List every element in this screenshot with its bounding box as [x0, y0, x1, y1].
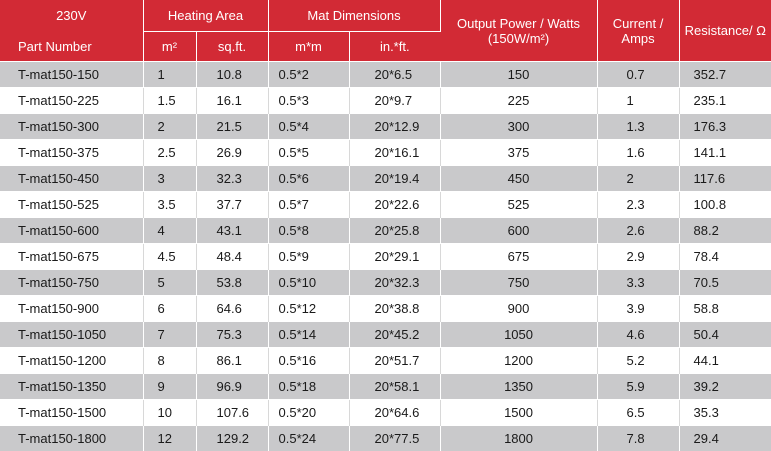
- part-number-cell: T-mat150-375: [0, 140, 143, 166]
- resistance-ohm-cell: 88.2: [679, 218, 771, 244]
- dimension-inft-cell: 20*29.1: [349, 244, 440, 270]
- area-sqft-cell: 43.1: [196, 218, 268, 244]
- resistance-header: Resistance/ Ω: [679, 0, 771, 62]
- resistance-ohm-cell: 176.3: [679, 114, 771, 140]
- part-number-cell: T-mat150-1800: [0, 426, 143, 451]
- current-amps-cell: 2.9: [597, 244, 679, 270]
- area-sqft-cell: 26.9: [196, 140, 268, 166]
- part-number-cell: T-mat150-300: [0, 114, 143, 140]
- dimension-inft-cell: 20*12.9: [349, 114, 440, 140]
- part-number-cell: T-mat150-600: [0, 218, 143, 244]
- resistance-ohm-cell: 39.2: [679, 374, 771, 400]
- area-sqft-cell: 16.1: [196, 88, 268, 114]
- dimension-mm-cell: 0.5*2: [268, 62, 349, 88]
- table-row: [0, 192, 771, 218]
- resistance-ohm-cell: 235.1: [679, 88, 771, 114]
- resistance-ohm-cell: 44.1: [679, 348, 771, 374]
- table-row: [0, 140, 771, 166]
- area-m2-cell: 9: [143, 374, 196, 400]
- current-amps-cell: 2.6: [597, 218, 679, 244]
- area-m2-cell: 1.5: [143, 88, 196, 114]
- current-amps-cell: 5.9: [597, 374, 679, 400]
- resistance-ohm-cell: 70.5: [679, 270, 771, 296]
- sqft-header: sq.ft.: [196, 32, 268, 62]
- resistance-ohm-cell: 141.1: [679, 140, 771, 166]
- dimension-mm-cell: 0.5*7: [268, 192, 349, 218]
- resistance-ohm-cell: 78.4: [679, 244, 771, 270]
- resistance-ohm-cell: 35.3: [679, 400, 771, 426]
- table-header: [0, 0, 771, 62]
- dimension-mm-cell: 0.5*10: [268, 270, 349, 296]
- dimension-inft-cell: 20*19.4: [349, 166, 440, 192]
- area-sqft-cell: 32.3: [196, 166, 268, 192]
- dimension-mm-cell: 0.5*12: [268, 296, 349, 322]
- dimension-mm-cell: 0.5*3: [268, 88, 349, 114]
- table-row: [0, 348, 771, 374]
- part-number-cell: T-mat150-1200: [0, 348, 143, 374]
- current-amps-cell: 3.9: [597, 296, 679, 322]
- area-m2-cell: 4: [143, 218, 196, 244]
- part-number-cell: T-mat150-450: [0, 166, 143, 192]
- dimension-mm-cell: 0.5*14: [268, 322, 349, 348]
- area-sqft-cell: 107.6: [196, 400, 268, 426]
- current-amps-cell: 1.6: [597, 140, 679, 166]
- inft-header: in.*ft.: [349, 32, 440, 62]
- dimension-inft-cell: 20*22.6: [349, 192, 440, 218]
- output-watts-cell: 675: [440, 244, 597, 270]
- area-m2-cell: 5: [143, 270, 196, 296]
- area-m2-cell: 12: [143, 426, 196, 451]
- current-amps-cell: 3.3: [597, 270, 679, 296]
- area-m2-cell: 6: [143, 296, 196, 322]
- area-m2-cell: 8: [143, 348, 196, 374]
- output-watts-cell: 1500: [440, 400, 597, 426]
- dimension-mm-cell: 0.5*24: [268, 426, 349, 451]
- area-m2-cell: 2.5: [143, 140, 196, 166]
- dimension-mm-cell: 0.5*6: [268, 166, 349, 192]
- dimension-mm-cell: 0.5*8: [268, 218, 349, 244]
- resistance-ohm-cell: 50.4: [679, 322, 771, 348]
- output-watts-cell: 600: [440, 218, 597, 244]
- area-sqft-cell: 53.8: [196, 270, 268, 296]
- table-body: [0, 62, 771, 451]
- current-amps-cell: 1.3: [597, 114, 679, 140]
- dimension-mm-cell: 0.5*5: [268, 140, 349, 166]
- area-m2-cell: 7: [143, 322, 196, 348]
- output-watts-cell: 525: [440, 192, 597, 218]
- area-sqft-cell: 37.7: [196, 192, 268, 218]
- dimension-mm-cell: 0.5*18: [268, 374, 349, 400]
- output-watts-cell: 300: [440, 114, 597, 140]
- area-m2-cell: 2: [143, 114, 196, 140]
- part-number-cell: T-mat150-1500: [0, 400, 143, 426]
- voltage-header: 230V: [0, 0, 143, 32]
- area-m2-cell: 3: [143, 166, 196, 192]
- table-row: [0, 322, 771, 348]
- table-row: [0, 218, 771, 244]
- output-watts-cell: 375: [440, 140, 597, 166]
- table-row: [0, 296, 771, 322]
- dimension-mm-cell: 0.5*20: [268, 400, 349, 426]
- dimension-inft-cell: 20*58.1: [349, 374, 440, 400]
- area-m2-cell: 1: [143, 62, 196, 88]
- dimension-inft-cell: 20*25.8: [349, 218, 440, 244]
- dimension-inft-cell: 20*51.7: [349, 348, 440, 374]
- part-number-cell: T-mat150-750: [0, 270, 143, 296]
- dimension-inft-cell: 20*38.8: [349, 296, 440, 322]
- part-number-cell: T-mat150-900: [0, 296, 143, 322]
- current-amps-cell: 2: [597, 166, 679, 192]
- table-row: [0, 88, 771, 114]
- table-row: [0, 114, 771, 140]
- part-number-cell: T-mat150-675: [0, 244, 143, 270]
- table-row: [0, 400, 771, 426]
- table-row: [0, 244, 771, 270]
- dimension-inft-cell: 20*6.5: [349, 62, 440, 88]
- area-sqft-cell: 86.1: [196, 348, 268, 374]
- part-number-cell: T-mat150-150: [0, 62, 143, 88]
- part-number-cell: T-mat150-1050: [0, 322, 143, 348]
- area-sqft-cell: 10.8: [196, 62, 268, 88]
- dimension-inft-cell: 20*32.3: [349, 270, 440, 296]
- output-watts-cell: 450: [440, 166, 597, 192]
- area-sqft-cell: 48.4: [196, 244, 268, 270]
- current-amps-cell: 7.8: [597, 426, 679, 451]
- dimension-mm-cell: 0.5*4: [268, 114, 349, 140]
- output-watts-cell: 750: [440, 270, 597, 296]
- current-amps-cell: 5.2: [597, 348, 679, 374]
- output-watts-cell: 225: [440, 88, 597, 114]
- table-row: [0, 62, 771, 88]
- current-amps-cell: 1: [597, 88, 679, 114]
- dimension-mm-cell: 0.5*16: [268, 348, 349, 374]
- dimension-inft-cell: 20*9.7: [349, 88, 440, 114]
- mat-dimensions-header: Mat Dimensions: [268, 0, 440, 32]
- mm-header: m*m: [268, 32, 349, 62]
- part-number-cell: T-mat150-225: [0, 88, 143, 114]
- dimension-inft-cell: 20*64.6: [349, 400, 440, 426]
- heating-area-header: Heating Area: [143, 0, 268, 32]
- area-m2-cell: 3.5: [143, 192, 196, 218]
- current-amps-cell: 2.3: [597, 192, 679, 218]
- current-amps-cell: 4.6: [597, 322, 679, 348]
- part-number-cell: T-mat150-1350: [0, 374, 143, 400]
- area-sqft-cell: 75.3: [196, 322, 268, 348]
- table-row: [0, 166, 771, 192]
- output-watts-cell: 1050: [440, 322, 597, 348]
- dimension-inft-cell: 20*45.2: [349, 322, 440, 348]
- resistance-ohm-cell: 117.6: [679, 166, 771, 192]
- dimension-mm-cell: 0.5*9: [268, 244, 349, 270]
- table-row: [0, 426, 771, 451]
- part-number-header: Part Number: [0, 32, 143, 62]
- area-sqft-cell: 21.5: [196, 114, 268, 140]
- area-m2-cell: 4.5: [143, 244, 196, 270]
- output-watts-cell: 1200: [440, 348, 597, 374]
- resistance-ohm-cell: 100.8: [679, 192, 771, 218]
- area-m2-cell: 10: [143, 400, 196, 426]
- output-watts-cell: 150: [440, 62, 597, 88]
- current-header: Current / Amps: [597, 0, 679, 62]
- header-row-top: [0, 0, 771, 32]
- table-row: [0, 374, 771, 400]
- area-sqft-cell: 129.2: [196, 426, 268, 451]
- m2-header: m²: [143, 32, 196, 62]
- dimension-inft-cell: 20*16.1: [349, 140, 440, 166]
- area-sqft-cell: 64.6: [196, 296, 268, 322]
- current-amps-cell: 6.5: [597, 400, 679, 426]
- output-power-header: Output Power / Watts (150W/m²): [440, 0, 597, 62]
- current-amps-cell: 0.7: [597, 62, 679, 88]
- resistance-ohm-cell: 352.7: [679, 62, 771, 88]
- resistance-ohm-cell: 58.8: [679, 296, 771, 322]
- part-number-cell: T-mat150-525: [0, 192, 143, 218]
- resistance-ohm-cell: 29.4: [679, 426, 771, 451]
- dimension-inft-cell: 20*77.5: [349, 426, 440, 451]
- output-watts-cell: 1800: [440, 426, 597, 451]
- output-watts-cell: 900: [440, 296, 597, 322]
- table-row: [0, 270, 771, 296]
- area-sqft-cell: 96.9: [196, 374, 268, 400]
- output-watts-cell: 1350: [440, 374, 597, 400]
